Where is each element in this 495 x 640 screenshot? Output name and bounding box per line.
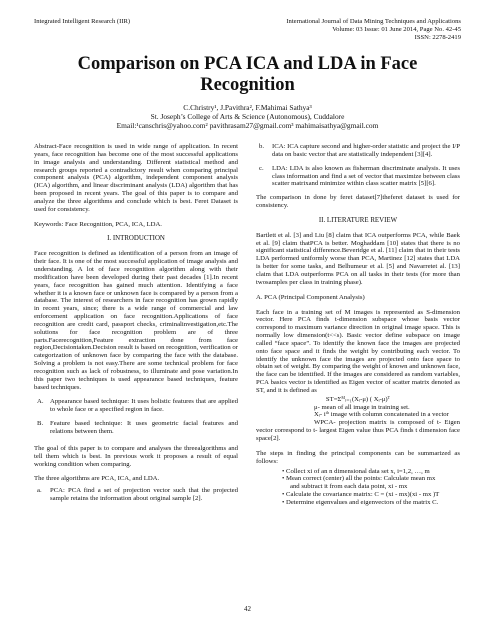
goal-paragraph: The goal of this paper is to compare and analyses the threealgorithms and tell them which is best. In previous work it proposes a result of equal working condition when comparing.: [34, 444, 238, 468]
list-item: [34, 420, 238, 436]
list-item: [256, 143, 460, 159]
journal-name: International Journal of Data Mining Techniques and Applications: [286, 18, 461, 25]
author-block: [40, 103, 455, 130]
list-item-label: c.: [259, 164, 264, 172]
list-item-label: A.: [37, 398, 44, 406]
section-heading-introduction: I. INTRODUCTION: [107, 235, 165, 243]
list-item: [256, 165, 460, 189]
keywords: Keywords: Face Recognition, PCA, ICA, LDA.: [34, 220, 162, 228]
subsection-heading-pca: A. PCA (Principal Component Analysis): [256, 293, 365, 301]
pca-paragraph: Each face in a training set of M images is represented as S-dimension vector. Here PCA finds t-dimension subspace whose basis vector correspond to maximum variance direction in original image space. This is normally low dimension(t<<s). Basic vector define subspace on image called “face space”. To identify the known face the images are projected onto face space and it finds the weight by contributing each vector. To identify the unknown face the images are projected onto face space to obtain set of weight. By comparing the weight of known and unknown face, the face can be identified. If the images are considered as random variables, PCA basics vector is identified as Eigen vector of scatter matrix denoted as ST, and it is defined as: [256, 308, 460, 394]
step-item: • Determine eigenvalues and eigenvectors of the matrix C.: [282, 498, 439, 506]
journal-issn: ISSN: 2278-2419: [414, 33, 461, 41]
list-item-text: Appearance based technique: It uses holistic features that are applied to whole face or a specified region in face.: [50, 398, 238, 414]
list-item-label: a.: [37, 487, 42, 495]
introduction-paragraph: Face recognition is defined as identification of a person from an image of their face. It is one of the most successful application of image analysis and understanding. A lot of face recognition algorithm along with their modification have been developed during their past decades [1].In recent years, face recognition has gained much attention. Identifying a face whether it is a known face or unknown face is compared by a person from a database. The interest of researchers in face recognition has grown rapidly in recent years, since; there is a wide range of commercial and law enforcement application on face recognition.Applications of face recognition are credit card, passport checks, criminalinvestigation,etc.The solutions for face recognition problem are of three parts.Facerecognition,Feature extraction done from face region,Decisiontaken.Decision result is based on recognition, verification or categorization of unknown face by comparing the face with the database. Solving a problem is not easy.There are some technical problem for face recognition such as lack of robustness, to illuminate and pose variation.In this paper two techniques is used appearance based techniques, feature based techniques.: [34, 250, 238, 391]
list-item-text: ICA: ICA capture second and higher-order statistic and project the I/P data on basic vector that are statistically independent [3][4].: [272, 143, 460, 158]
list-item: [34, 398, 238, 414]
algorithms-sentence: The three algorithms are PCA, ICA, and LDA.: [34, 475, 160, 483]
paper-title: Comparison on PCA ICA and LDA in Face Recognition: [77, 54, 418, 95]
journal-publisher: Integrated Intelligent Research (IIR): [34, 18, 131, 25]
step-item: • Collect xi of an n dimensional data set x, i=1,2, …, m: [282, 467, 430, 475]
step-item: • Mean correct (center) all the points: Calculate mean mx: [282, 475, 436, 483]
steps-intro: The steps in finding the principal components can be summarized as follows:: [256, 449, 460, 465]
author-emails: Email:¹canschris@yahoo.com² pavithrasam27@gmail.com³ mahimaisathya@gmail.com: [116, 121, 379, 130]
abstract: Abstract-Face recognition is used in wide range of application. In recent years, face recognition has become one of the most successful applications in image analysis and understanding. Different statistical method and research groups reported a contradictory result when comparing principal component analysis (PCA) algorithm, independent component analysis (ICA) algorithm, and linear discriminant analysis (LDA) algorithm that has been proposed in recent years. The goal of this paper is to compare and analyze the three algorithms and conclude which is best. Feret Dataset is used for consistency.: [34, 143, 238, 213]
step-item: • Calculate the covariance matrix: C = (xi - mx)(xi - mx )T: [282, 491, 440, 499]
list-item-text: LDA: LDA is also known as fisherman discriminate analysis. It uses class information and find a set of vector that maximize between class scatter matrixand minimize within class scatter matrix [5][6].: [272, 164, 460, 188]
journal-volume: Volume: 03 Issue: 01 June 2014, Page No. 42-45: [332, 25, 461, 33]
equation-definition: WPCA- projection matrix is composed of t- Eigen vector correspond to t- largest Eigen value thus PCA finds t dimension face space[2].: [256, 419, 460, 442]
author-names: C.Christry¹, J.Pavithra², F.Mahimai Sathya³: [183, 103, 312, 112]
equation-definition: μ- mean of all image in training set.: [314, 403, 410, 411]
list-item-label: B.: [37, 420, 44, 428]
page-number: 42: [244, 605, 251, 613]
literature-review-paragraph: Bartlett et al. [3] and Liu [8] claim that ICA outperforms PCA, while Baek et al. [9] claim thatPCA is better. Moghaddam [10] states that there is no significant statistical difference.Beveridge et al. [11] claim that in their tests LDA performed uniformly worse than PCA, Martinez [12] states that LDA is better for some tasks, and Belhumeur et al. [5] and Navarretet al. [13] claim that LDA outperforms PCA on all tasks in their tests (for more than twosamples per class in training phase).: [256, 231, 460, 286]
step-item-continuation: and subtract it from each data point, xi - mx: [290, 483, 408, 491]
right-column: [256, 143, 460, 507]
author-affiliation: St. Joseph’s College of Arts & Science (Autonomous), Cuddalore: [150, 112, 345, 121]
list-item: [34, 487, 238, 503]
journal-header: [231, 18, 461, 41]
scatter-matrix-equation: ST=Σᴹᵢ₌₁(Xᵢ-μ) ( Xᵢ-μ)ᵀ: [325, 395, 391, 403]
list-item-text: PCA: PCA find a set of projection vector such that the projected sample retains the information about original sample [2].: [50, 487, 238, 503]
left-column: [34, 143, 238, 509]
section-heading-literature-review: II. LITERATURE REVIEW: [318, 216, 398, 224]
comparison-paragraph: The comparison in done by feret dataset[7]theferet dataset is used for consistency.: [256, 194, 460, 210]
equation-definition: Xᵢ- iᵗʰ image with column concatenated in a vector: [314, 411, 449, 419]
list-item-label: b.: [259, 143, 265, 150]
list-item-text: Feature based technique: It uses geometric facial features and relations between them.: [50, 420, 238, 435]
